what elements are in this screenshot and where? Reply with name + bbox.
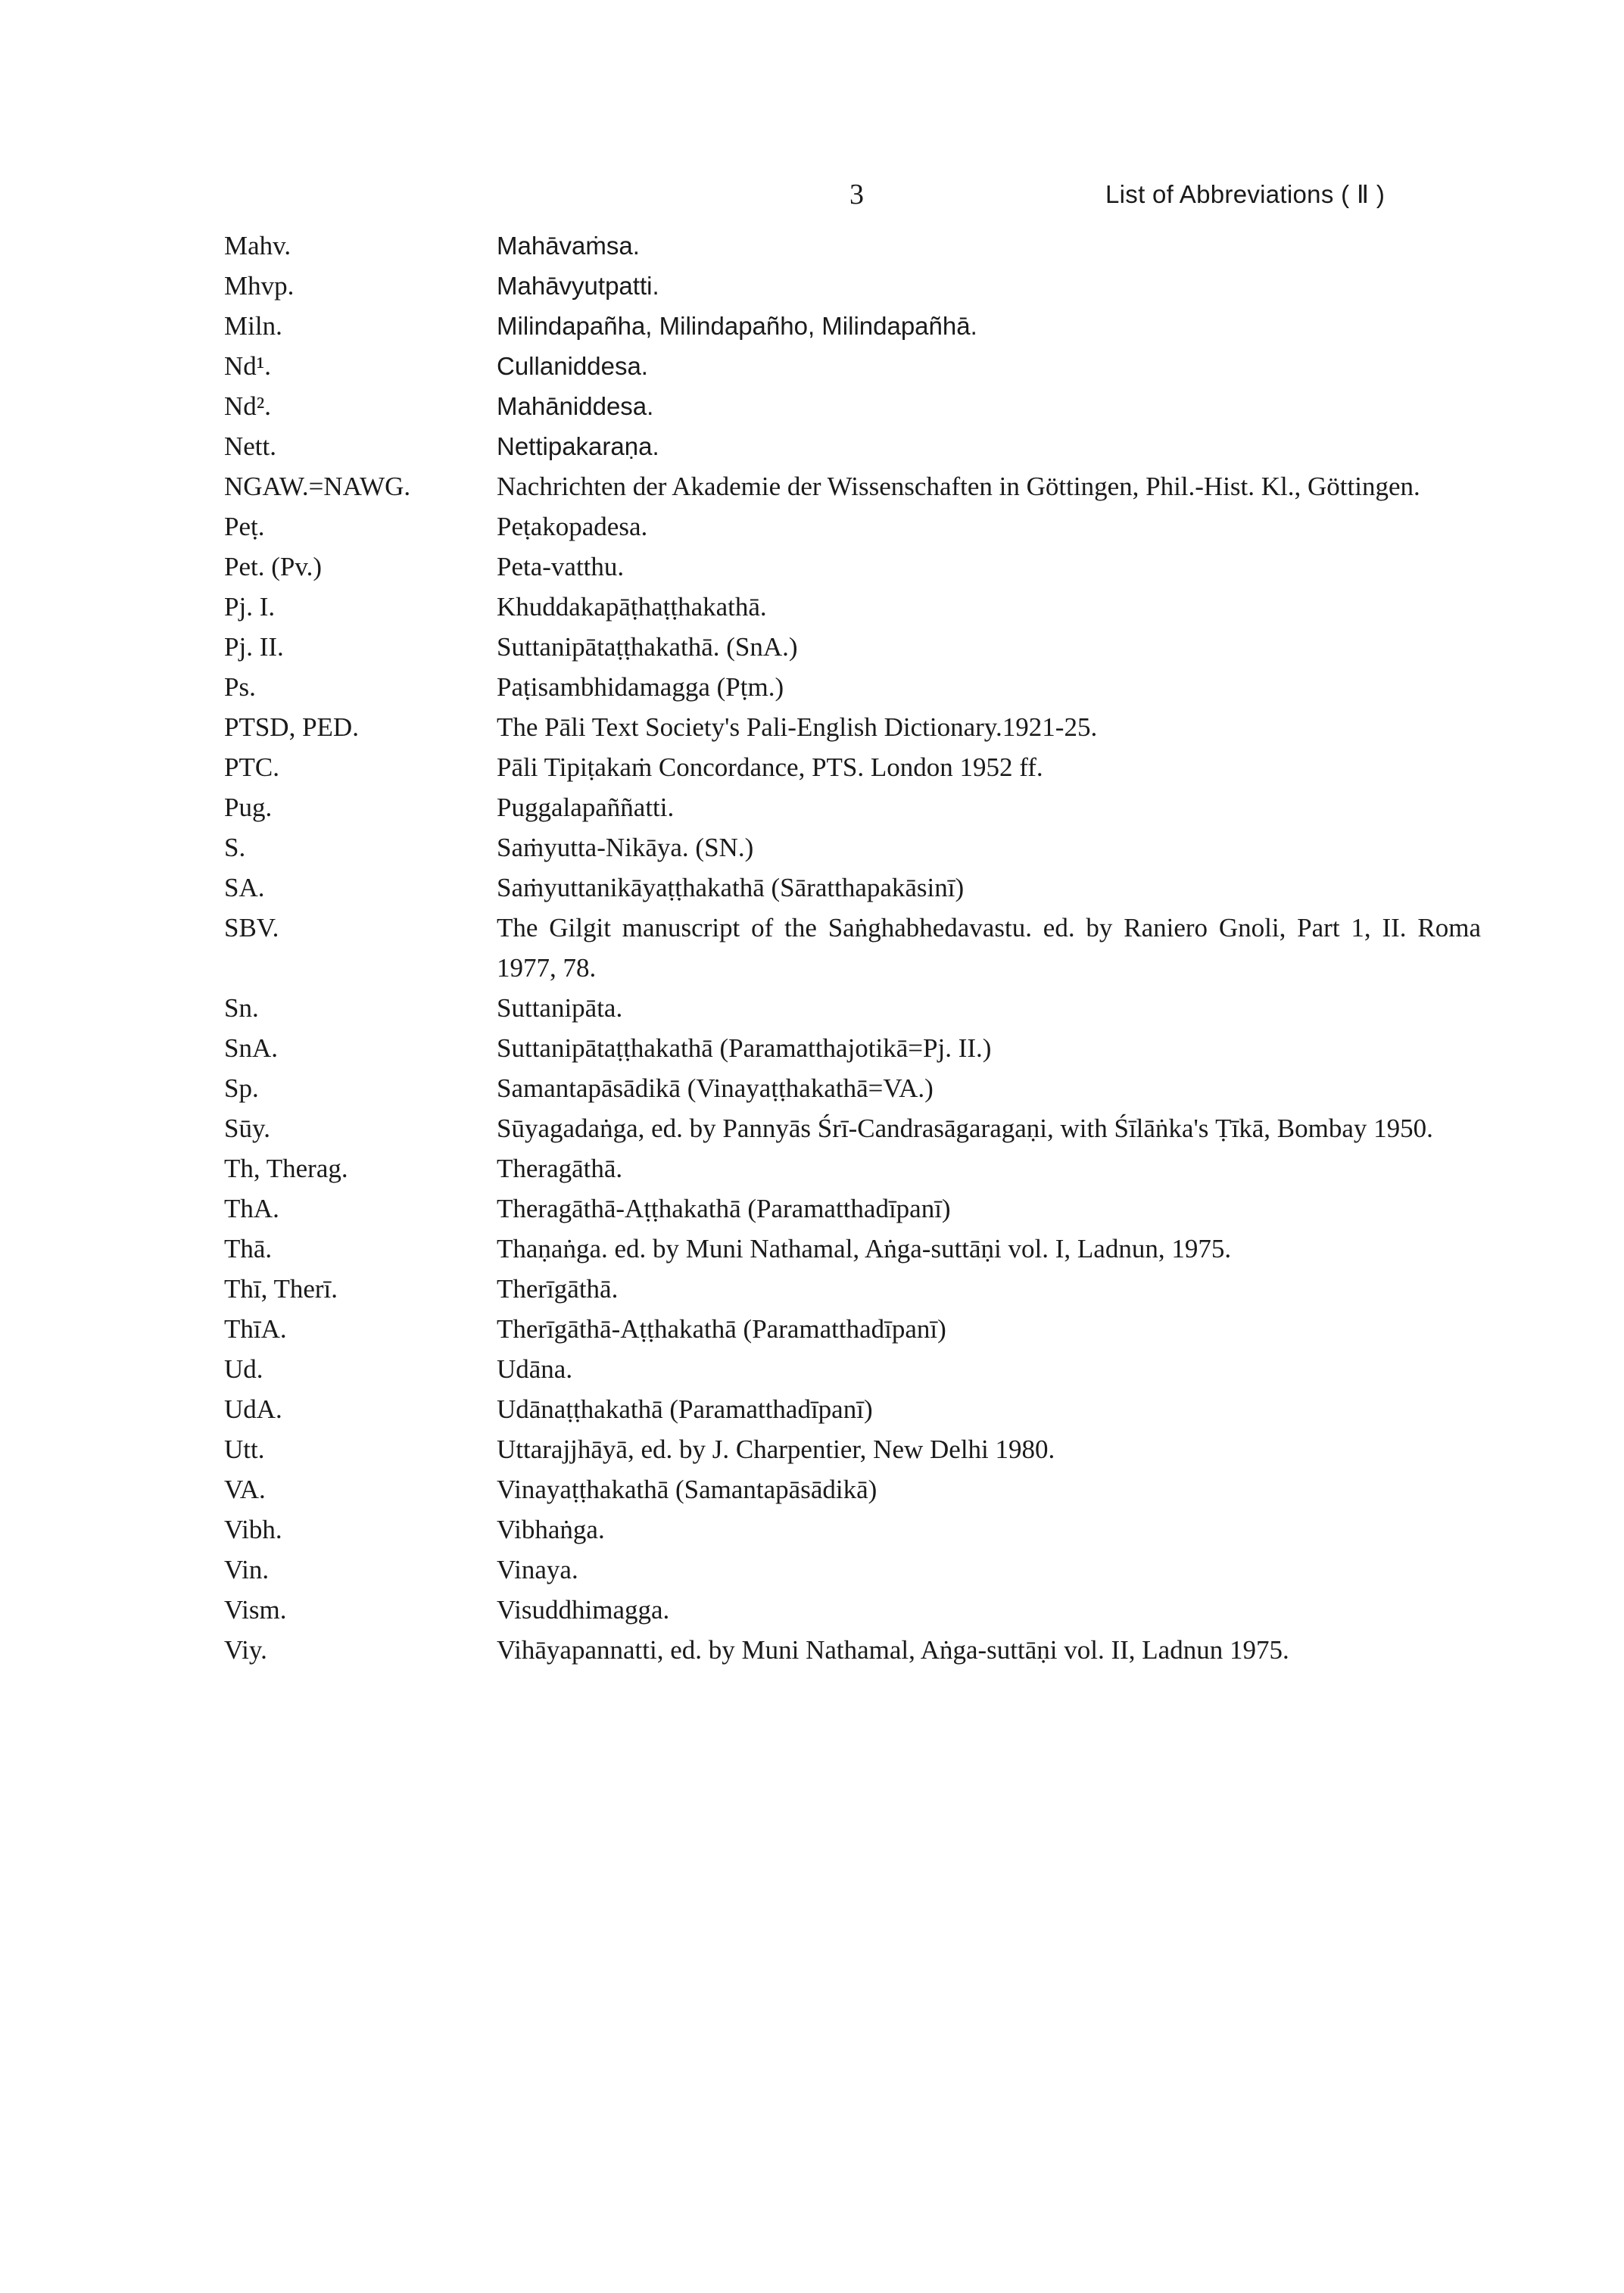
list-item [224,627,1481,667]
page-number: 3 [849,179,864,210]
list-item [224,506,1481,547]
list-item [224,466,1481,506]
abbreviation: Nd¹. [224,351,272,381]
abbreviation: ThA. [224,1194,279,1223]
abbreviation: Nd². [224,391,272,421]
definition: The Gilgit manuscript of the Saṅghabhedavastu. ed. by Raniero Gnoli, Part 1, II. Roma 1977, 78. [497,913,1481,983]
definition: Mahāniddesa. [497,392,654,420]
abbreviation: Pj. I. [224,592,276,622]
definition: Pāli Tipiṭakaṁ Concordance, PTS. London 1952 ff. [497,752,1043,782]
abbreviation: S. [224,833,246,862]
definition: Therīgāthā. [497,1274,619,1304]
definition: Udānaṭṭhakathā (Paramatthadīpanī) [497,1394,873,1424]
list-item [224,1469,1481,1509]
list-item [224,988,1481,1028]
abbreviation: UdA. [224,1394,282,1424]
list-item [224,1309,1481,1349]
definition: Suttanipātaṭṭhakathā. (SnA.) [497,632,798,662]
list-item [224,667,1481,707]
definition: Vinayaṭṭhakathā (Samantapāsādikā) [497,1475,877,1504]
abbreviation: Utt. [224,1435,265,1464]
definition: Mahāvyutpatti. [497,272,659,300]
list-item [224,1590,1481,1630]
definition: Saṁyutta-Nikāya. (SN.) [497,833,754,862]
running-title: List of Abbreviations ( Ⅱ ) [1105,180,1386,208]
abbreviation: Ud. [224,1354,263,1384]
abbreviation: Nett. [224,431,277,461]
list-item [224,1630,1481,1670]
definition: Paṭisambhidamagga (Pṭm.) [497,672,784,702]
definition: Samantapāsādikā (Vinayaṭṭhakathā=VA.) [497,1073,934,1103]
abbreviation: Vibh. [224,1515,282,1544]
list-item [224,1429,1481,1469]
list-item [224,1229,1481,1269]
definition: Mahāvaṁsa. [497,232,640,260]
list-item [224,827,1481,868]
list-item [224,306,1481,346]
list-item [224,1349,1481,1389]
abbreviation: NGAW.=NAWG. [224,472,411,501]
definition: The Pāli Text Society's Pali-English Dictionary.1921-25. [497,712,1098,742]
definition: Visuddhimagga. [497,1595,670,1625]
list-item [224,747,1481,787]
abbreviation: Viy. [224,1635,267,1665]
list-item [224,587,1481,627]
abbreviation: PTC. [224,752,279,782]
list-item [224,547,1481,587]
definition: Nettipakaraṇa. [497,432,659,460]
definition: Udāna. [497,1354,573,1384]
abbreviation: Vism. [224,1595,287,1625]
abbreviation-list [224,226,1481,1670]
list-item [224,908,1481,988]
abbreviation: Thī, Therī. [224,1274,338,1304]
list-item [224,386,1481,426]
list-item [224,1028,1481,1068]
list-item [224,1550,1481,1590]
definition: Uttarajjhāyā, ed. by J. Charpentier, New Delhi 1980. [497,1435,1055,1464]
list-item [224,346,1481,386]
abbreviation: Thā. [224,1234,273,1263]
abbreviation: Peṭ. [224,512,265,541]
abbreviation: Sn. [224,993,259,1023]
definition: Cullaniddesa. [497,352,648,380]
list-item [224,787,1481,827]
abbreviation: Mhvp. [224,271,295,301]
definition: Suttanipāta. [497,993,623,1023]
abbreviation: SnA. [224,1033,278,1063]
definition: Suttanipātaṭṭhakathā (Paramatthajotikā=Pj. II.) [497,1033,992,1063]
definition: Milindapañha, Milindapañho, Milindapañhā. [497,312,977,340]
definition: Vibhaṅga. [497,1515,605,1544]
definition: Peta-vatthu. [497,552,625,581]
page-header [0,176,1624,213]
abbreviation: SBV. [224,913,279,942]
list-item [224,1189,1481,1229]
definition: Theragāthā. [497,1154,623,1183]
abbreviation: Sp. [224,1073,259,1103]
list-item [224,266,1481,306]
abbreviation: Pug. [224,793,273,822]
definition: Therīgāthā-Aṭṭhakathā (Paramatthadīpanī) [497,1314,946,1344]
abbreviation: Th, Therag. [224,1154,348,1183]
abbreviation: VA. [224,1475,266,1504]
abbreviation: Miln. [224,311,282,341]
abbreviation: Pet. (Pv.) [224,552,322,581]
definition: Sūyagadaṅga, ed. by Pannyās Śrī-Candrasāgaragaṇi, with Śīlāṅka's Ṭīkā, Bombay 1950. [497,1114,1433,1143]
list-item [224,1068,1481,1108]
abbreviation: SA. [224,873,265,902]
definition: Nachrichten der Akademie der Wissenschaften in Göttingen, Phil.-Hist. Kl., Göttingen. [497,472,1420,501]
list-item [224,1509,1481,1550]
abbreviation: Sūy. [224,1114,270,1143]
definition: Thaṇaṅga. ed. by Muni Nathamal, Aṅga-suttāṇi vol. I, Ladnun, 1975. [497,1234,1232,1263]
abbreviation: Pj. II. [224,632,284,662]
abbreviation: ThīA. [224,1314,287,1344]
definition: Vihāyapannatti, ed. by Muni Nathamal, Aṅga-suttāṇi vol. II, Ladnun 1975. [497,1635,1289,1665]
list-item [224,1389,1481,1429]
list-item [224,707,1481,747]
abbreviation: Ps. [224,672,256,702]
definition: Khuddakapāṭhaṭṭhakathā. [497,592,767,622]
abbreviation: Vin. [224,1555,270,1584]
list-item [224,1269,1481,1309]
definition: Peṭakopadesa. [497,512,648,541]
list-item [224,226,1481,266]
abbreviation: Mahv. [224,231,291,260]
list-item [224,1108,1481,1148]
definition: Theragāthā-Aṭṭhakathā (Paramatthadīpanī) [497,1194,951,1223]
definition: Saṁyuttanikāyaṭṭhakathā (Sāratthapakāsinī) [497,873,965,902]
definition: Puggalapaññatti. [497,793,675,822]
abbreviation: PTSD, PED. [224,712,359,742]
list-item [224,426,1481,466]
list-item [224,868,1481,908]
list-item [224,1148,1481,1189]
definition: Vinaya. [497,1555,578,1584]
